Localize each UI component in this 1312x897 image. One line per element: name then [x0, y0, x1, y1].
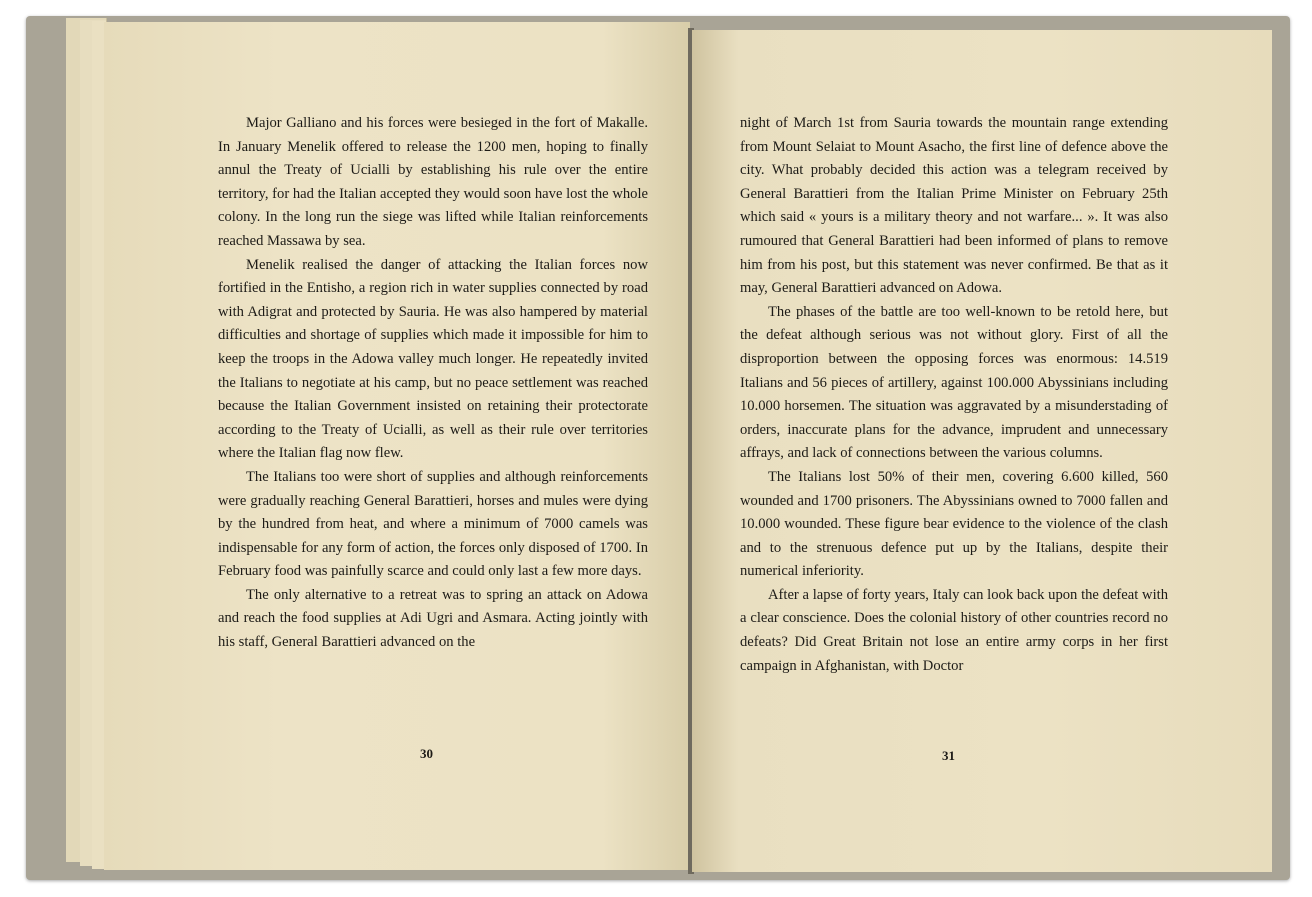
paragraph: The Italians lost 50% of their men, covering 6.600 killed, 560 wounded and 1700 prisoners. The Abyssinians owned to 7000 fallen and 10.000 wounded. These figure bear evidence to the violence of the clash and to the strenuous defence put up by the Italians, despite their numerical inferiority. [740, 468, 1168, 580]
left-page-text [218, 112, 648, 655]
page-number: 31 [942, 748, 955, 763]
right-page-text [740, 112, 1168, 678]
paragraph: The phases of the battle are too well-known to be retold here, but the defeat although serious was not without glory. First of all the disproportion between the opposing forces was enormous: 14.519 Italians and 56 pieces of artillery, against 100.000 Abyssinians including 10.000 horsemen. The situation was aggravated by a misunderstading of orders, inaccurate plans for the advance, imprudent and unnecessary affrays, and lack of connections between the various columns. [740, 303, 1168, 462]
left-page [104, 22, 690, 870]
right-page [692, 30, 1272, 872]
paragraph-continuation: night of March 1st from Sauria towards the mountain range extending from Mount Selaiat to Mount Asacho, the first line of defence above the city. What probably decided this action was a telegram received by General Barattieri from the Italian Prime Minister on February 25th which said « yours is a military theory and not warfare... ». It was also rumoured that General Barattieri had been informed of plans to remove him from his post, but this statement was never confirmed. Be that as it may, General Barattieri advanced on Adowa. [740, 115, 1168, 297]
paragraph: After a lapse of forty years, Italy can look back upon the defeat with a clear conscience. Does the colonial history of other countries record no defeats? Did Great Britain not lose an entire army corps in her first campaign in Afghanistan, with Doctor [740, 586, 1168, 674]
paragraph: The only alternative to a retreat was to spring an attack on Adowa and reach the food supplies at Adi Ugri and Asmara. Acting jointly with his staff, General Barattieri advanced on the [218, 586, 648, 651]
paragraph: The Italians too were short of supplies and although reinforcements were gradually reaching General Barattieri, horses and mules were dying by the hundred from heat, and where a minimum of 7000 camels was indispensable for any form of action, the forces only disposed of 1700. In February food was painfully scarce and could only last a few more days. [218, 468, 648, 580]
paragraph: Major Galliano and his forces were besieged in the fort of Makalle. In January Menelik offered to release the 1200 men, hoping to finally annul the Treaty of Ucialli by establishing his rule over the entire territory, for had the Italian accepted they would soon have lost the whole colony. In the long run the siege was lifted while Italian reinforcements reached Massawa by sea. [218, 115, 648, 249]
paragraph: Menelik realised the danger of attacking the Italian forces now fortified in the Entisho, a region rich in water supplies connected by road with Adigrat and protected by Sauria. He was also hampered by material difficulties and shortage of supplies which made it impossible for him to keep the troops in the Adowa valley much longer. He repeatedly invited the Italians to negotiate at his camp, but no peace settlement was reached because the Italian Government insisted on retaining their protectorate according to the Treaty of Ucialli, as well as their rule over territories where the Italian flag now flew. [218, 256, 648, 462]
page-number: 30 [420, 746, 433, 761]
